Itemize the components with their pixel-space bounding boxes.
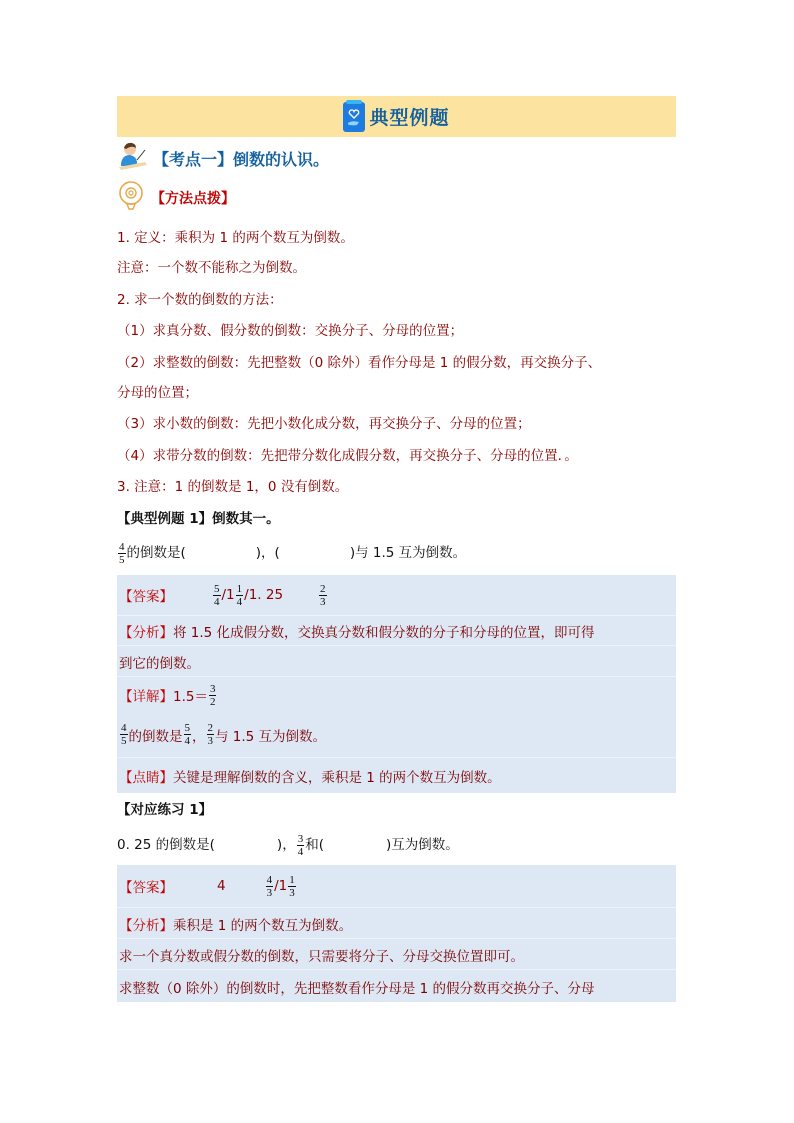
example1-heading: 【典型例题 1】倒数其一。 (117, 511, 280, 527)
answer-row: 【答案】 4 $\frac{4}{3}$ /1 $\frac{1}{3}$ (119, 873, 295, 899)
topic-title: 【考点一】倒数的认识。 (153, 149, 330, 169)
method-line-4: （1）求真分数、假分数的倒数：交换分子、分母的位置； (117, 323, 464, 339)
answer-tag: 【答案】 (119, 589, 173, 605)
example1-solution-box (117, 575, 676, 793)
method-line-9: 3. 注意：1 的倒数是 1，0 没有倒数。 (117, 479, 349, 495)
fraction: $\frac{1}{4}$ (236, 582, 243, 608)
practice1-question: 0. 25 的倒数是( )， $\frac{3}{4}$ 和( )互为倒数。 (117, 832, 459, 858)
method-title: 【方法点拨】 (151, 191, 235, 207)
analysis-row-2: 求一个真分数或假分数的倒数，只需要将分子、分母交换位置即可。 (117, 938, 676, 970)
fraction: $\frac{4}{5}$ (119, 540, 125, 566)
analysis-row: 【分析】 乘积是 1 的两个数互为倒数。 (117, 907, 676, 939)
method-line-2: 注意：一个数不能称之为倒数。 (117, 260, 306, 276)
method-line-1: 1. 定义：乘积为 1 的两个数互为倒数。 (117, 230, 354, 246)
method-line-3: 2. 求一个数的倒数的方法： (117, 292, 283, 308)
analysis-row-3: 求整数（0 除外）的倒数时，先把整数看作分母是 1 的假分数再交换分子、分母 (117, 969, 676, 1003)
detail-row: 【详解】 1.5＝ $\frac{3}{2}$ (117, 676, 676, 713)
student-writing-icon (117, 140, 149, 176)
example1-question: $\frac{4}{5}$ 的倒数是( )，( )与 1.5 互为倒数。 (119, 540, 467, 566)
analysis-row: 【分析】 将 1.5 化成假分数，交换真分数和假分数的分子和分母的位置，即可得 (117, 615, 676, 646)
answer-row: 【答案】 $\frac{5}{4}$ /1 $\frac{1}{4}$ /1. 25 $\frac{2}{3}$ (119, 582, 326, 608)
fraction: $\frac{3}{4}$ (297, 832, 304, 858)
analysis-row-cont: 到它的倒数。 (117, 645, 676, 677)
method-line-7: （3）求小数的倒数：先把小数化成分数，再交换分子、分母的位置； (117, 416, 531, 432)
section-banner (117, 96, 676, 137)
detail-row-cont: $\frac{4}{5}$ 的倒数是 $\frac{5}{4}$ ， $\frac{2}{3}$ 与 1.5 互为倒数。 (121, 722, 327, 747)
fraction: $\frac{4}{3}$ (266, 873, 273, 899)
tip-row: 【点睛】 关键是理解倒数的含义，乘积是 1 的两个数互为倒数。 (117, 757, 676, 794)
fraction: $\frac{2}{3}$ (207, 722, 213, 747)
lightbulb-icon (117, 180, 145, 216)
practice1-solution-box (117, 865, 676, 1002)
fraction: $\frac{3}{2}$ (209, 682, 216, 708)
fraction: $\frac{2}{3}$ (320, 582, 326, 608)
topic-heading (117, 140, 676, 176)
fraction: $\frac{4}{5}$ (121, 722, 127, 747)
method-line-6: 分母的位置； (117, 385, 198, 401)
fraction: $\frac{5}{4}$ (214, 582, 220, 608)
fraction: $\frac{1}{3}$ (289, 873, 295, 899)
method-line-8: （4）求带分数的倒数：先把带分数化成假分数，再交换分子、分母的位置．。 (117, 448, 578, 464)
banner-title: 典型例题 (369, 107, 450, 129)
clipboard-heart-icon (343, 102, 365, 132)
practice1-heading: 【对应练习 1】 (117, 802, 213, 818)
method-heading (117, 183, 676, 213)
fraction: $\frac{5}{4}$ (184, 722, 190, 747)
method-line-5: （2）求整数的倒数：先把整数（0 除外）看作分母是 1 的假分数，再交换分子、 (117, 355, 602, 371)
